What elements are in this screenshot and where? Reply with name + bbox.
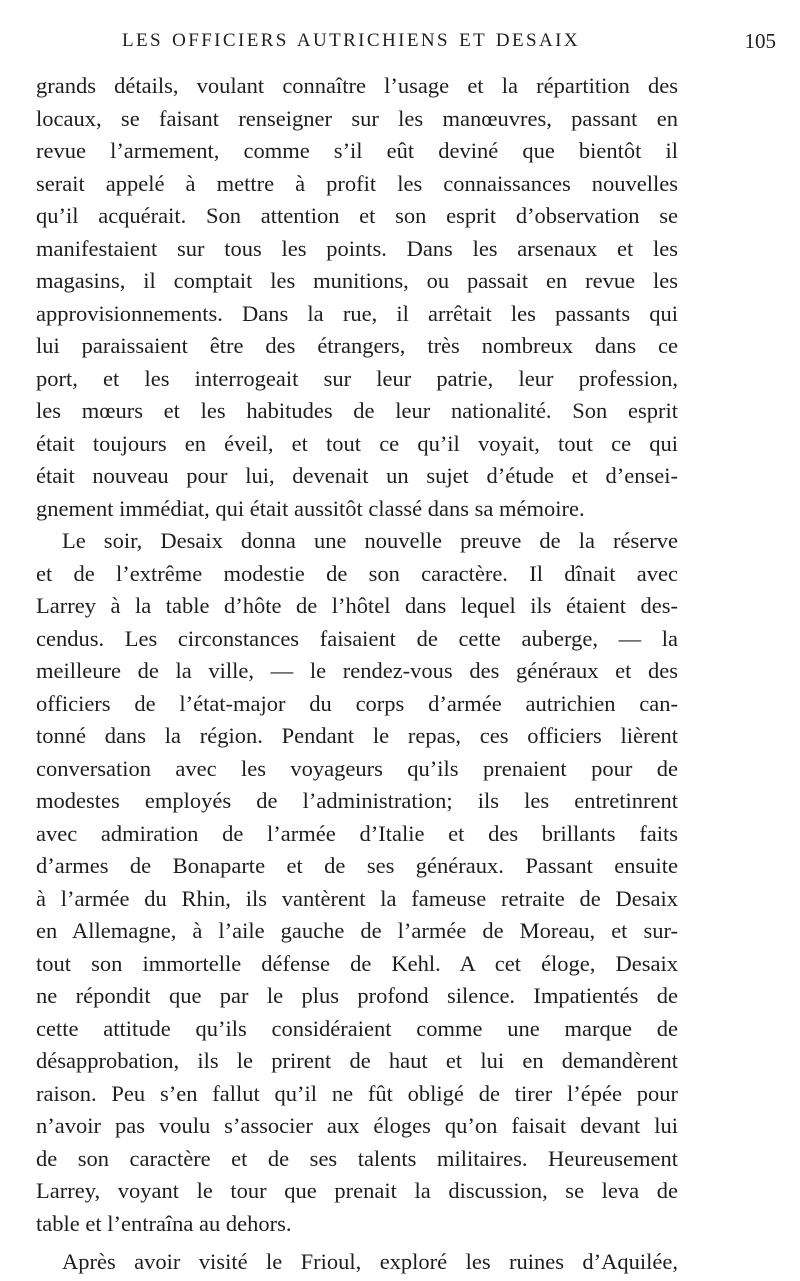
text-line: revue l’armement, comme s’il eût deviné que bientôt il	[36, 138, 678, 163]
text-line: à l’armée du Rhin, ils vantèrent la fameuse retraite de Desaix	[36, 885, 678, 911]
text-line: cette attitude qu’ils considéraient comme une marque de	[36, 1015, 678, 1041]
running-header	[36, 26, 780, 56]
text-line: Larrey à la table d’hôte de l’hôtel dans lequel ils étaient des-	[36, 593, 678, 618]
text-line: grands détails, voulant connaître l’usage et la répartition des	[36, 73, 678, 98]
text-line: en Allemagne, à l’aile gauche de l’armée de Moreau, et sur-	[36, 918, 678, 943]
text-line: modestes employés de l’administration; ils les entretinrent	[36, 788, 678, 813]
text-line: tout son immortelle défense de Kehl. A cet éloge, Desaix	[36, 950, 678, 976]
text-line: n’avoir pas voulu s’associer aux éloges qu’on faisait devant lui	[36, 1113, 678, 1138]
text-line: Larrey, voyant le tour que prenait la discussion, se leva de	[36, 1178, 678, 1203]
text-line: approvisionnements. Dans la rue, il arrêtait les passants qui	[36, 300, 678, 326]
text-line: d’armes de Bonaparte et de ses généraux. Passant ensuite	[36, 853, 678, 878]
text-line: serait appelé à mettre à profit les connaissances nouvelles	[36, 170, 678, 196]
running-title: LES OFFICIERS AUTRICHIENS ET DESAIX	[122, 30, 580, 51]
text-line: et de l’extrême modestie de son caractère. Il dînait avec	[36, 560, 678, 586]
text-line: de son caractère et de ses talents militaires. Heureusement	[36, 1145, 678, 1171]
text-line: les mœurs et les habitudes de leur nationalité. Son esprit	[36, 398, 678, 423]
text-line: qu’il acquérait. Son attention et son esprit d’observation se	[36, 203, 678, 228]
text-line: cendus. Les circonstances faisaient de cette auberge, — la	[36, 625, 678, 651]
text-line: avec admiration de l’armée d’Italie et des brillants faits	[36, 820, 678, 846]
text-line: lui paraissaient être des étrangers, très nombreux dans ce	[36, 333, 678, 358]
text-line: tonné dans la région. Pendant le repas, ces officiers lièrent	[36, 723, 678, 748]
text-line: magasins, il comptait les munitions, ou passait en revue les	[36, 268, 678, 293]
body-text	[36, 70, 678, 1279]
paragraph-start-line: Après avoir visité le Frioul, exploré les ruines d’Aquilée,	[62, 1249, 678, 1274]
text-line: était toujours en éveil, et tout ce qu’il voyait, tout ce qui	[36, 430, 678, 456]
page-number: 105	[744, 29, 776, 53]
text-line: était nouveau pour lui, devenait un sujet d’étude et d’ensei-	[36, 463, 678, 488]
paragraph-end-line: table et l’entraîna au dehors.	[36, 1210, 292, 1236]
text-line: locaux, se faisant renseigner sur les manœuvres, passant en	[36, 105, 678, 131]
paragraph-start-line: Le soir, Desaix donna une nouvelle preuve de la réserve	[62, 528, 678, 553]
text-line: officiers de l’état-major du corps d’armée autrichien can-	[36, 690, 678, 716]
paragraph-end-line: gnement immédiat, qui était aussitôt classé dans sa mémoire.	[36, 495, 585, 521]
text-line: conversation avec les voyageurs qu’ils prenaient pour de	[36, 755, 678, 781]
text-line: désapprobation, ils le prirent de haut et lui en demandèrent	[36, 1048, 678, 1073]
text-line: raison. Peu s’en fallut qu’il ne fût obligé de tirer l’épée pour	[36, 1080, 678, 1106]
text-line: meilleure de la ville, — le rendez-vous des généraux et des	[36, 658, 678, 683]
text-line: manifestaient sur tous les points. Dans les arsenaux et les	[36, 235, 678, 261]
text-line: ne répondit que par le plus profond silence. Impatientés de	[36, 983, 678, 1008]
text-line: port, et les interrogeait sur leur patrie, leur profession,	[36, 365, 678, 391]
